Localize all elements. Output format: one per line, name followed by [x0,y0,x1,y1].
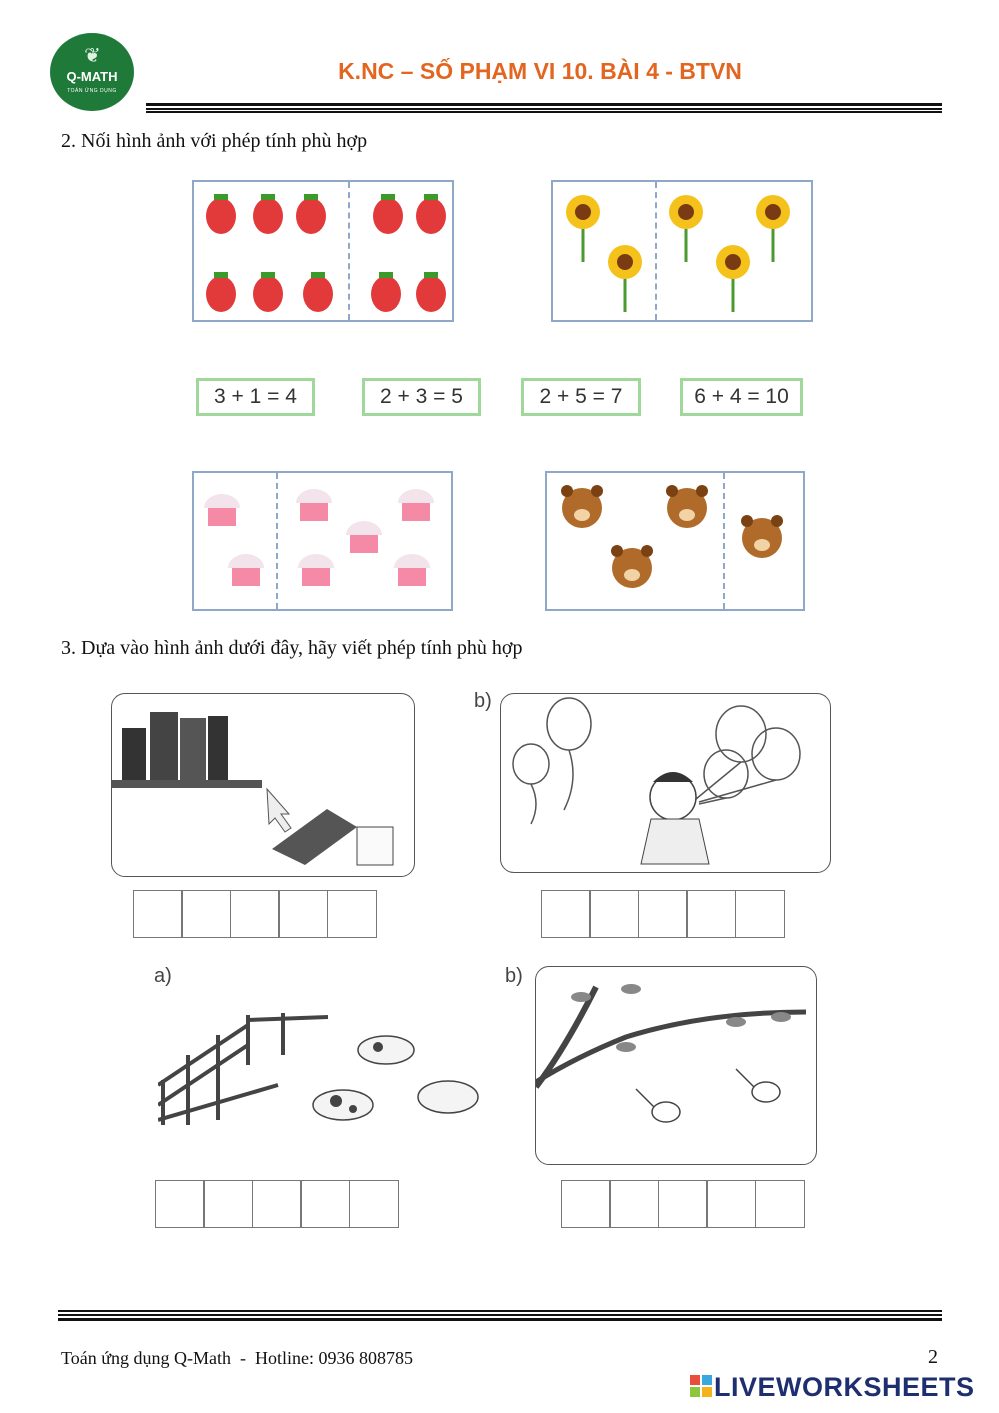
answer-cell[interactable] [300,1180,350,1228]
bears-panel[interactable] [545,471,805,611]
strawberries-image [194,182,452,320]
equation-box-2[interactable]: 2 + 3 = 5 [362,378,481,416]
answer-cell[interactable] [609,1180,659,1228]
page-number: 2 [928,1346,938,1368]
equation-box-1[interactable]: 3 + 1 = 4 [196,378,315,416]
leaf-icon: ❦ [84,43,101,67]
answer-cell[interactable] [755,1180,805,1228]
label-a-bottom: a) [154,965,172,987]
answer-cell[interactable] [589,890,639,938]
answer-cell[interactable] [349,1180,399,1228]
answer-boxes-birds [562,1180,805,1228]
cows-image [158,1005,488,1155]
footer-text: Toán ứng dụng Q-Math - Hotline: 0936 808785 [61,1348,413,1368]
answer-cell[interactable] [706,1180,756,1228]
liveworksheets-text: LIVEWORKSHEETS [714,1372,975,1402]
answer-boxes-books [134,890,377,938]
answer-cell[interactable] [658,1180,708,1228]
cupcakes-panel[interactable] [192,471,453,611]
sunflowers-panel[interactable] [551,180,813,322]
answer-cell[interactable] [278,890,328,938]
liveworksheets-icon [690,1375,714,1401]
answer-boxes-cows [156,1180,399,1228]
answer-cell[interactable] [541,890,591,938]
footer-rule [58,1310,942,1312]
answer-cell[interactable] [181,890,231,938]
birds-image [536,967,816,1164]
label-b-top: b) [474,690,492,712]
books-picture [111,693,415,877]
exercise-3-prompt: 3. Dựa vào hình ảnh dưới đây, hãy viết phép tính phù hợp [61,637,523,659]
answer-cell[interactable] [735,890,785,938]
page-title: K.NC – SỐ PHẠM VI 10. BÀI 4 - BTVN [338,58,742,84]
logo-subtext: TOÁN ỨNG DỤNG [67,88,117,94]
answer-cell[interactable] [203,1180,253,1228]
exercise-2-prompt: 2. Nối hình ảnh với phép tính phù hợp [61,130,368,152]
equation-box-3[interactable]: 2 + 5 = 7 [521,378,641,416]
logo-text: Q-MATH [66,69,118,84]
strawberries-panel[interactable] [192,180,454,322]
answer-cell[interactable] [230,890,280,938]
bears-image [547,473,803,609]
answer-cell[interactable] [638,890,688,938]
answer-cell[interactable] [155,1180,205,1228]
answer-cell[interactable] [686,890,736,938]
header-rule [146,103,942,106]
balloon-image [501,694,830,872]
birds-picture [535,966,817,1165]
books-image [112,694,414,876]
answer-cell[interactable] [327,890,377,938]
answer-cell[interactable] [133,890,183,938]
balloon-picture [500,693,831,873]
liveworksheets-logo [690,1372,975,1403]
cupcakes-image [194,473,451,609]
answer-boxes-balloons [542,890,785,938]
label-b-bottom: b) [505,965,523,987]
equation-box-4[interactable]: 6 + 4 = 10 [680,378,803,416]
sunflowers-image [553,182,811,320]
q-math-logo [50,33,134,111]
footer-rule-2 [58,1314,942,1316]
footer-rule-3 [58,1318,942,1321]
header-rule-thin [146,108,942,110]
answer-cell[interactable] [561,1180,611,1228]
answer-cell[interactable] [252,1180,302,1228]
header-rule-2 [146,111,942,113]
